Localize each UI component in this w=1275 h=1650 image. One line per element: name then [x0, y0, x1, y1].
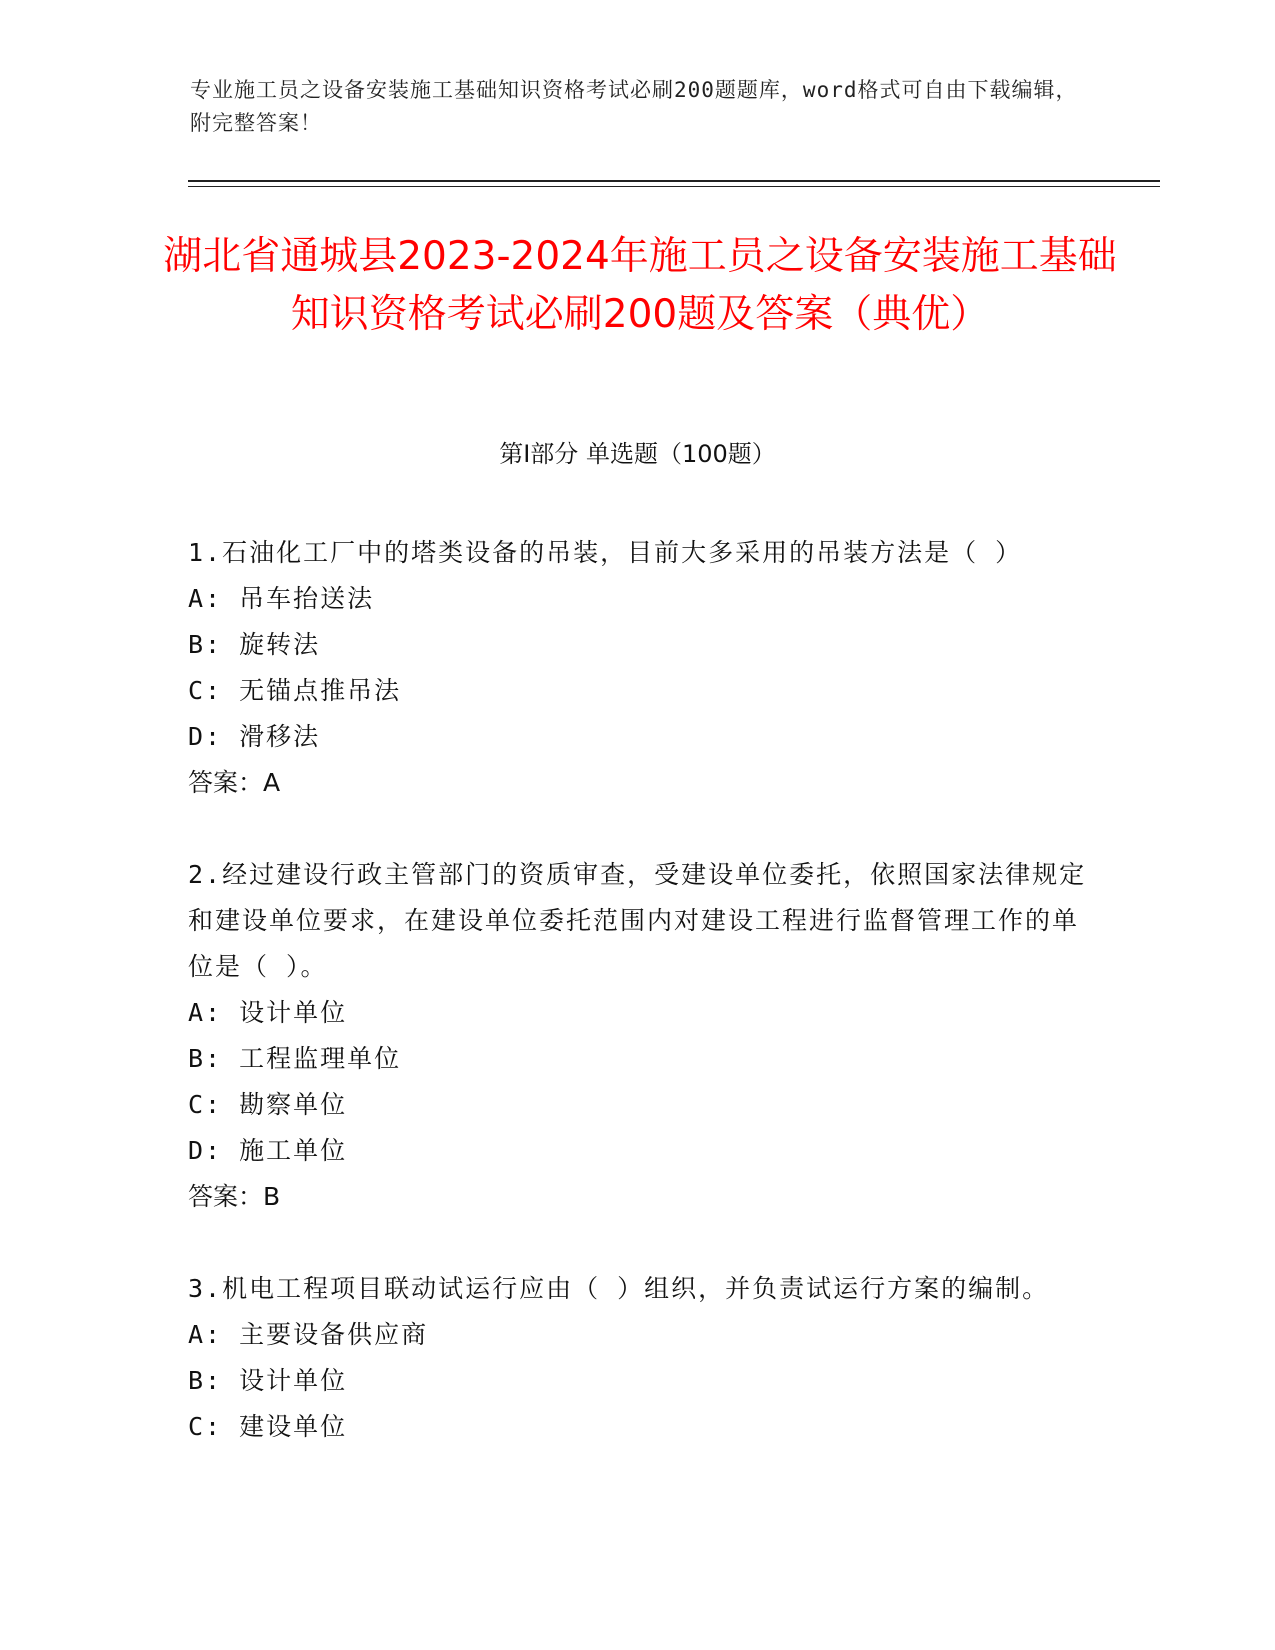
answer: 答案：B — [188, 1182, 281, 1211]
answer: 答案：A — [188, 768, 281, 797]
question-2 — [188, 852, 1088, 1220]
question-stem: 3.机电工程项目联动试运行应由（ ）组织，并负责试运行方案的编制。 — [188, 1274, 1050, 1303]
header-divider-thin — [188, 186, 1160, 187]
option-b: B: 旋转法 — [188, 630, 321, 659]
question-3 — [188, 1266, 1088, 1450]
option-c: C: 建设单位 — [188, 1412, 348, 1441]
option-a: A: 主要设备供应商 — [188, 1320, 429, 1349]
document-title: 湖北省通城县2023-2024年施工员之设备安装施工基础知识资格考试必刷200题及答案（典优） — [163, 234, 1117, 337]
section-title: 第I部分 单选题（100题） — [499, 440, 776, 468]
option-a: A: 设计单位 — [188, 998, 348, 1027]
header-divider-thick — [188, 180, 1160, 182]
option-d: D: 滑移法 — [188, 722, 321, 751]
question-list — [188, 530, 1088, 1496]
question-stem: 1.石油化工厂中的塔类设备的吊装，目前大多采用的吊装方法是（ ） — [188, 538, 1023, 567]
option-b: B: 工程监理单位 — [188, 1044, 402, 1073]
option-b: B: 设计单位 — [188, 1366, 348, 1395]
header-note: 专业施工员之设备安装施工基础知识资格考试必刷200题题库，word格式可自由下载编辑，附完整答案！ — [190, 78, 1078, 135]
option-d: D: 施工单位 — [188, 1136, 348, 1165]
question-stem: 2.经过建设行政主管部门的资质审查，受建设单位委托，依照国家法律规定和建设单位要求，在建设单位委托范围内对建设工程进行监督管理工作的单位是（ ）。 — [188, 860, 1087, 981]
option-c: C: 无锚点推吊法 — [188, 676, 402, 705]
question-1 — [188, 530, 1088, 806]
option-c: C: 勘察单位 — [188, 1090, 348, 1119]
option-a: A: 吊车抬送法 — [188, 584, 375, 613]
